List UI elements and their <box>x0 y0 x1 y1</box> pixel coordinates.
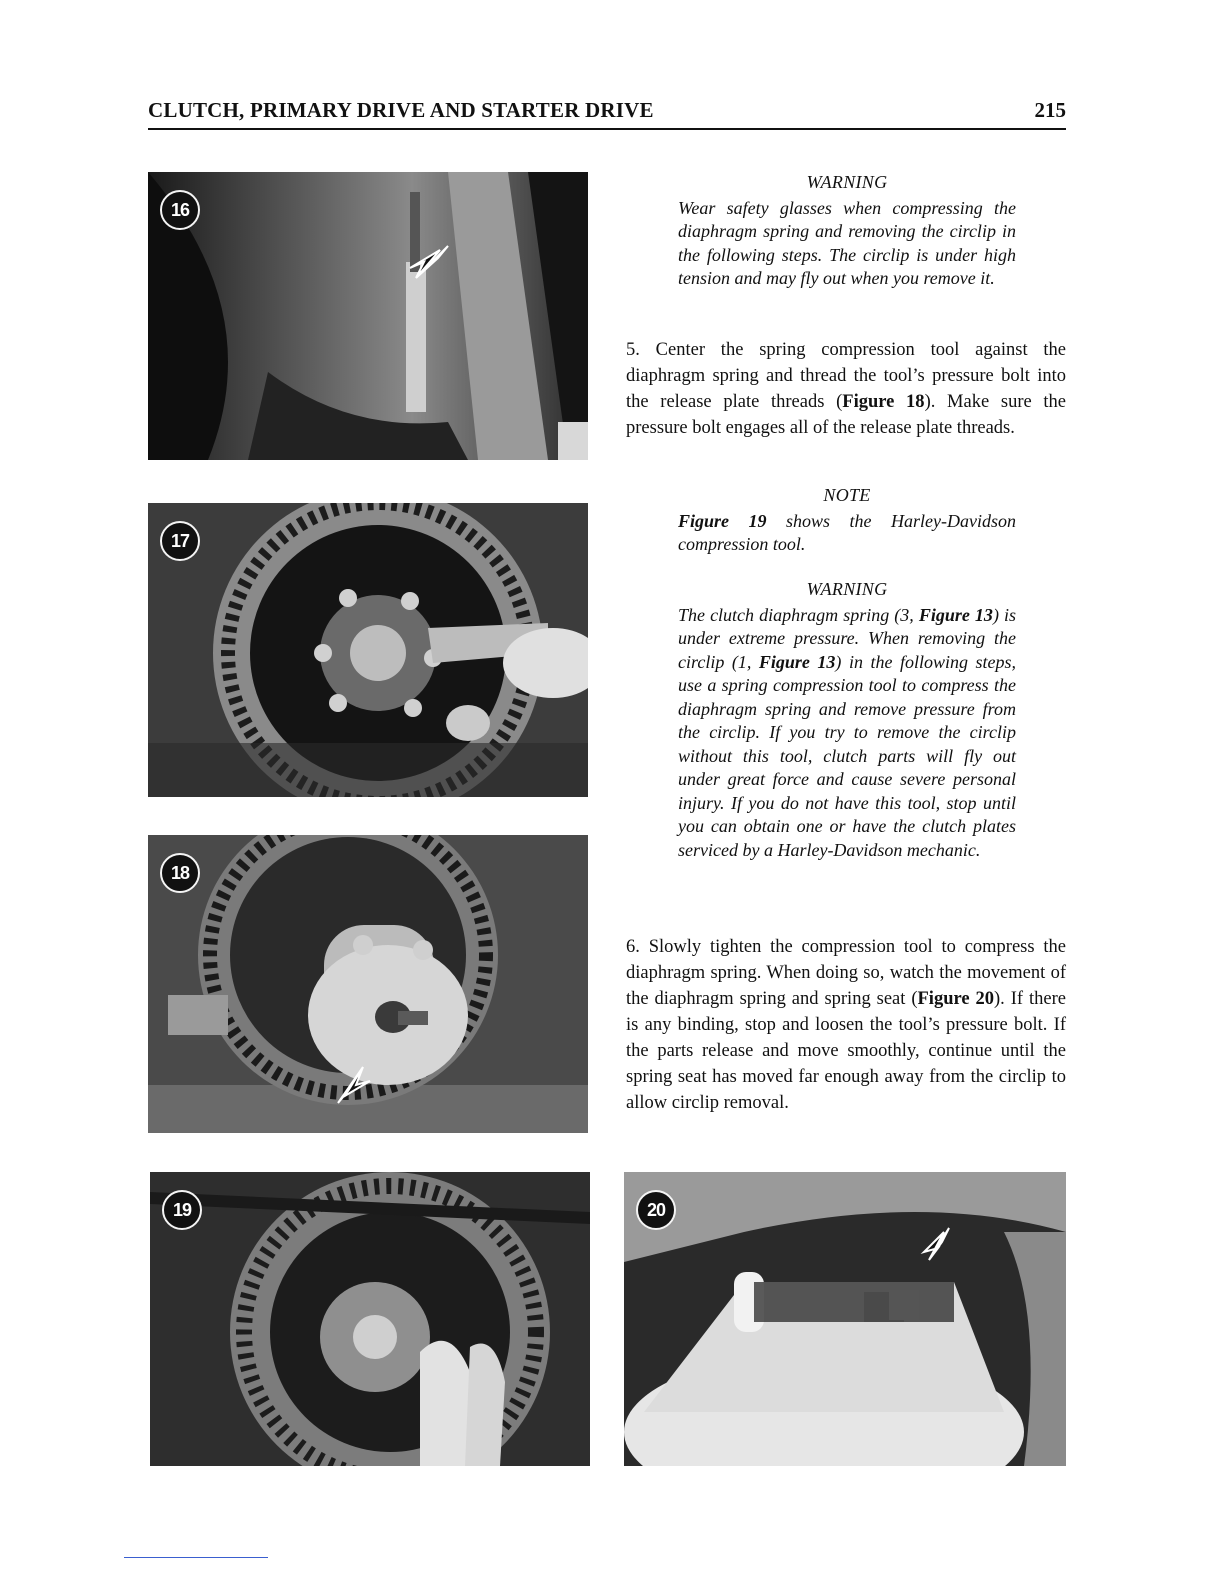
note-text: shows the Harley-Davidson compression tool. <box>678 510 1016 554</box>
figure-20-number: 20 <box>636 1190 676 1230</box>
figure-18-photo <box>148 835 588 1133</box>
step-5-text-end: ). Make sure the pressure bolt engages all of the release plate threads. <box>626 392 1066 438</box>
warning-text-mid: ) is under extreme pressure. When removing the circlip (1, <box>678 604 1017 672</box>
figure-ref: Figure 13 <box>758 651 836 672</box>
step-5-text: 5. Center the spring compression tool against the diaphragm spring and thread the tool’s pressure bolt into the release plate threads ( <box>626 340 1066 412</box>
warning-heading: WARNING <box>806 579 888 599</box>
figure-ref: Figure 13 <box>918 604 993 625</box>
arrow-icon <box>148 172 588 460</box>
warning-text: The clutch diaphragm spring (3, <box>678 604 919 625</box>
warning-text-end: ) in the following steps, use a spring compression tool to compress the diaphragm spring and remove pressure from the circlip. If you try to remove the circlip without this tool, clutch parts will fly out under great force and cause severe personal injury. If you do not have this tool, stop until you can obtain one or have the clutch plates serviced by a Harley-Davidson mechanic. <box>678 651 1017 860</box>
page-number: 215 <box>1034 98 1066 122</box>
note-heading: NOTE <box>823 485 871 505</box>
figure-17-number: 17 <box>160 521 200 561</box>
warning-diaphragm-spring <box>678 578 1016 862</box>
note-block <box>678 484 1016 557</box>
step-6-text-end: ). If there is any binding, stop and loosen the tool’s pressure bolt. If the parts release and move smoothly, continue until the spring seat has moved far enough away from the circlip to allow circlip removal. <box>626 989 1066 1113</box>
running-header <box>148 96 1066 130</box>
figure-ref: Figure 19 <box>678 510 767 531</box>
arrow-icon <box>148 835 588 1133</box>
step-5-paragraph <box>626 337 1066 441</box>
figure-17-image <box>148 503 588 797</box>
step-6-text: 6. Slowly tighten the compression tool to compress the diaphragm spring. When doing so, watch the movement of the diaphragm spring and spring seat ( <box>626 937 1066 1009</box>
step-6-paragraph <box>626 934 1066 1116</box>
figure-17-photo <box>148 503 588 797</box>
arrow-icon <box>624 1172 1066 1466</box>
figure-19-photo <box>150 1172 590 1466</box>
figure-16-photo <box>148 172 588 460</box>
warning-heading: WARNING <box>806 172 888 192</box>
figure-ref: Figure 18 <box>842 392 925 412</box>
footer-rule <box>124 1557 268 1558</box>
figure-19-number: 19 <box>162 1190 202 1230</box>
figure-18-number: 18 <box>160 853 200 893</box>
warning-text: Wear safety glasses when compressing the diaphragm spring and removing the circlip in the following steps. The circlip is under high tension and may fly out when you remove it. <box>678 197 1016 288</box>
figure-19-image <box>150 1172 590 1466</box>
figure-20-photo <box>624 1172 1066 1466</box>
warning-safety-glasses <box>678 171 1016 291</box>
figure-16-number: 16 <box>160 190 200 230</box>
chapter-title: CLUTCH, PRIMARY DRIVE AND STARTER DRIVE <box>148 98 654 122</box>
figure-ref: Figure 20 <box>917 989 995 1009</box>
